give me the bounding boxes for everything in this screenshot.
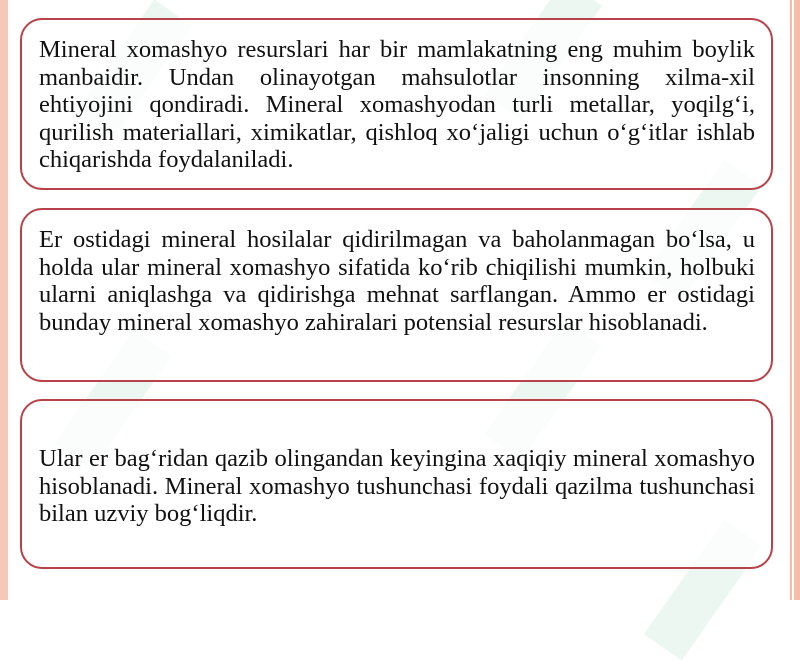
text-card-1 [20, 18, 773, 190]
paragraph-1: Mineral xomashyo resurslari har bir mamlakatning eng muhim boylik manbaidir. Undan olinayotgan mahsulotlar insonning xilma-xil ehtiyojini qondiradi. Mineral xomashyodan turli metallar, yoqilg‘i, qurilish materiallari, ximikatlar, qishloq xo‘jaligi uchun o‘g‘itlar ishlab chiqarishda foydalaniladi. [39, 36, 755, 173]
paragraph-2: Er ostidagi mineral hosilalar qidirilmagan va baholanmagan bo‘lsa, u holda ular mineral xomashyo sifatida ko‘rib chiqilishi mumkin, holbuki ularni aniqlashga va qidirishga mehnat sarflangan. Ammo er ostidagi bunday mineral xomashyo zahiralari potensial resurslar hisoblanadi. [39, 226, 755, 336]
right-side-strip [790, 0, 800, 600]
paragraph-3: Ular er bag‘ridan qazib olingandan keyingina xaqiqiy mineral xomashyo hisoblanadi. Mineral xomashyo tushunchasi foydali qazilma tushunchasi bilan uzviy bog‘liqdir. [39, 445, 755, 527]
left-side-strip [0, 0, 8, 600]
text-card-3 [20, 399, 773, 569]
text-card-2 [20, 208, 773, 382]
